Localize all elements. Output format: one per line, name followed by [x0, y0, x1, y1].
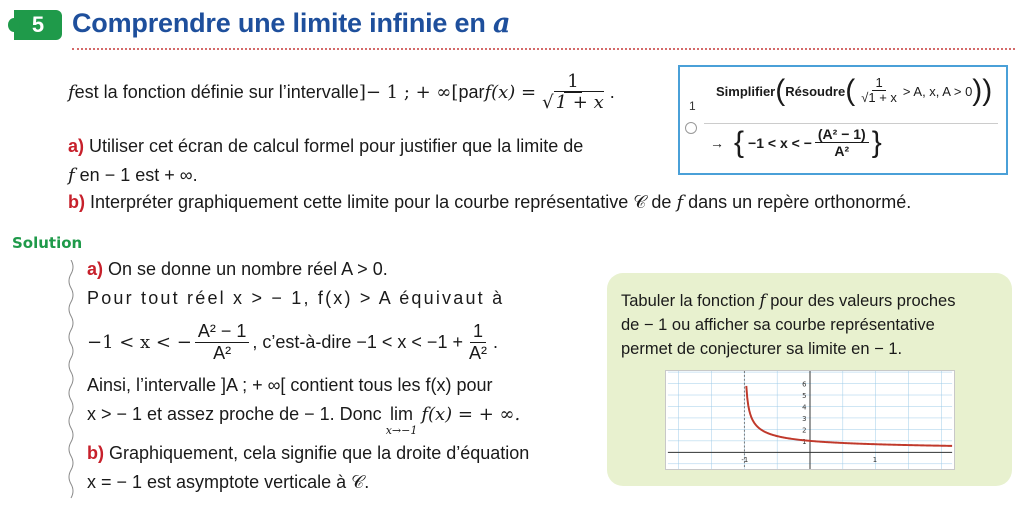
tip-text: Tabuler la fonction f pour des valeurs proches de − 1 ou afficher sa courbe représentative permet de conjecturer sa limite en − 1. [621, 291, 956, 358]
cas-divider [704, 123, 998, 124]
exercise-header [0, 6, 1023, 50]
y-tick-label: 3 [802, 414, 807, 423]
title-divider [72, 48, 1015, 50]
question-a: a) Utiliser cet écran de calcul formel pour justifier que la limite de [68, 136, 584, 156]
x-tick-label: 1 [872, 456, 878, 465]
solution-a-line-3: −1 < x < − $\frac{\text{A² − 1}}{\text{A²}}$ , c’est-à-dire −1 < x < −1 + $\frac{1}{\text{A²}}$ . [87, 321, 498, 363]
y-tick-label: 5 [802, 391, 807, 400]
exercise-title: Comprendre une limite infinie en a [72, 8, 511, 39]
solution-a-line-1: a) On se donne un nombre réel A > 0. [87, 259, 388, 279]
question-b: b) Interpréter graphiquement cette limite pour la courbe représentative 𝒞 de f dans un repère orthonormé. [68, 192, 912, 213]
solution-a-line-2: Pour tout réel x > − 1, f(x) > A équivaut à [87, 288, 505, 308]
cas-command[interactable]: Simplifier ( Résoudre ( $\frac{1}{√1 + x}$ > A, x, A > 0 )) [716, 74, 993, 108]
question-a-cont: f en − 1 est + ∞. [68, 165, 198, 186]
cas-screen [678, 65, 1008, 175]
solution-a-line-5: x > − 1 et assez proche de − 1. Donc lim x→−1 f(x) = + ∞. [87, 404, 521, 437]
solution-wavy-bar [66, 260, 76, 500]
cas-row-number: 1 [689, 99, 696, 113]
cas-result: → { −1 < x < − $\frac{\text{(A² − 1)}}{\text{A²}}$ } [710, 126, 882, 160]
solution-b-line-2: x = − 1 est asymptote verticale à 𝒞. [87, 472, 370, 492]
statement-line-1: f est la fonction définie sur l’intervalle ]− 1 ; + ∞[ par f(x) = $\frac{1}{√ 1 + x}$ . [68, 71, 615, 113]
y-tick-label: 6 [802, 380, 807, 389]
tip-box [607, 273, 1012, 486]
function-fraction: $\frac{1}{√ 1 + x}$ [542, 71, 604, 113]
y-tick-label: 4 [802, 403, 807, 412]
x-tick-label: -1 [741, 456, 749, 465]
cas-row-radio[interactable] [685, 122, 697, 134]
solution-a-line-4: Ainsi, l’intervalle ]A ; + ∞[ contient tous les f(x) pour [87, 375, 493, 395]
function-graph [665, 370, 955, 470]
solution-label: Solution [12, 234, 83, 252]
y-tick-label: 2 [802, 426, 807, 435]
y-tick-label: 1 [802, 437, 807, 446]
exercise-number-badge [14, 10, 62, 40]
exercise-number: 5 [31, 12, 45, 37]
solution-b-line-1: b) Graphiquement, cela signifie que la droite d’équation [87, 443, 530, 463]
